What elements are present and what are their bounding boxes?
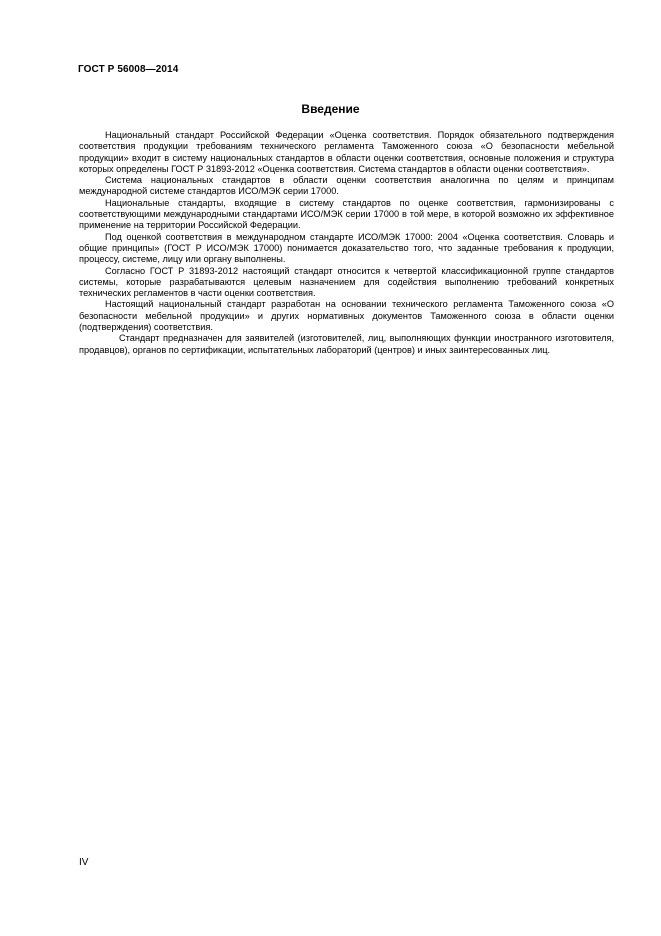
paragraph-2: Система национальных стандартов в области оценки соответствия аналогична по целям и принципам международной системе стандартов ИСО/МЭК серии 17000.	[79, 175, 614, 197]
paragraph-6: Настоящий национальный стандарт разработан на основании технического регламента Таможенного союза «О безопасности мебельной продукции» и других нормативных документов Таможенного союза в области оценки (подтверждения) соответствия.	[79, 299, 614, 333]
paragraph-1: Национальный стандарт Российской Федерации «Оценка соответствия. Порядок обязательного подтверждения соответствия продукции требованиям технического регламента Таможенного союза «О безопасности мебельной продукции» входит в систему национальных стандартов в области оценки соответствия, основные положения и структура которых определены ГОСТ Р 31893-2012 «Оценка соответствия. Система стандартов в области оценки соответствия».	[79, 130, 614, 174]
paragraph-5: Согласно ГОСТ Р 31893-2012 настоящий стандарт относится к четвертой классификационной группе стандартов системы, которые разрабатываются целевым назначением для содействия выполнению требований конкретных технических регламентов в части оценки соответствия.	[79, 265, 614, 299]
section-title: Введение	[301, 102, 360, 116]
paragraph-7: Стандарт предназначен для заявителей (изготовителей, лиц, выполняющих функции иностранного изготовителя, продавцов), органов по сертификации, испытательных лабораторий (центров) и иных заинтересованных лиц.	[79, 333, 614, 355]
document-header-standard-id: ГОСТ Р 56008—2014	[78, 64, 179, 75]
paragraph-3: Национальные стандарты, входящие в систему стандартов по оценке соответствия, гармонизированы с соответствующими международными стандартами ИСО/МЭК серии 17000 в той мере, в которой возможно их эффективное применение на территории Российской Федерации.	[79, 197, 614, 231]
introduction-body	[79, 130, 614, 356]
page-number: IV	[79, 857, 89, 868]
paragraph-4: Под оценкой соответствия в международном стандарте ИСО/МЭК 17000: 2004 «Оценка соответствия. Словарь и общие принципы» (ГОСТ Р ИСО/МЭК 17000) понимается доказательство того, что заданные требования к продукции, процессу, системе, лицу или органу выполнены.	[79, 231, 614, 265]
